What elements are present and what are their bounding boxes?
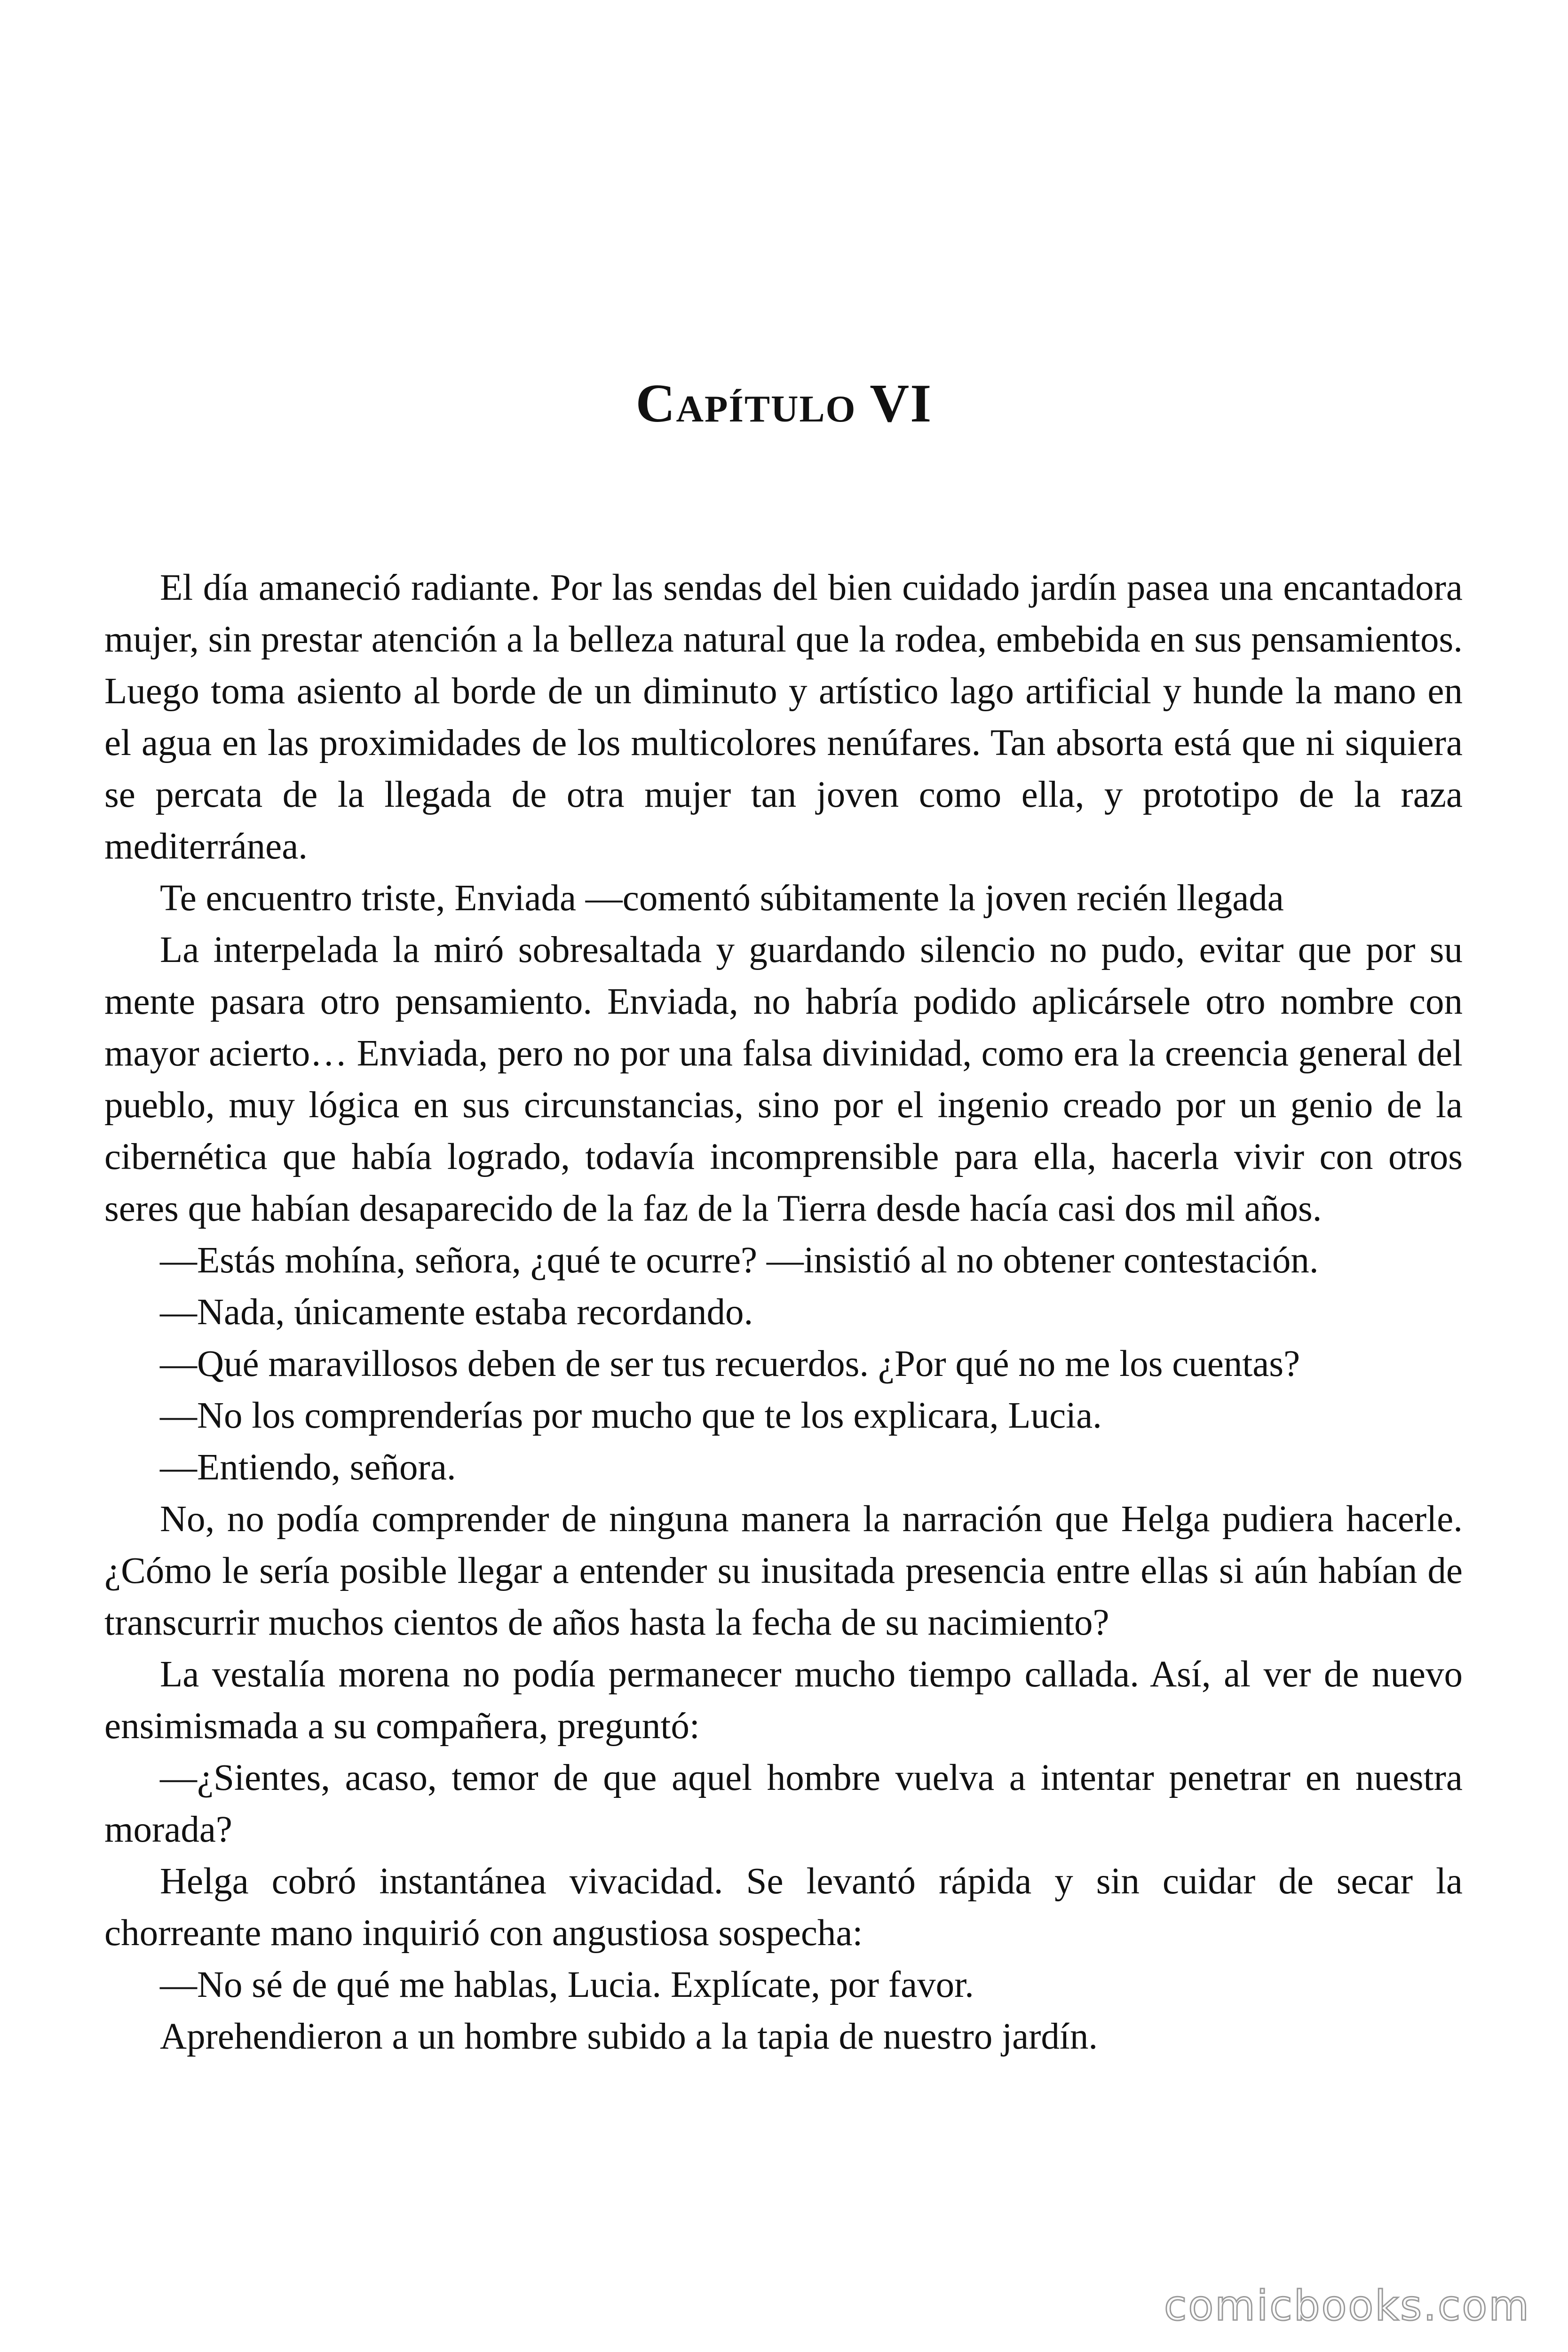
chapter-title: Capítulo VI [635, 373, 933, 434]
paragraph: No, no podía comprender de ninguna manera la narración que Helga pudiera hacerle. ¿Cómo le sería posible llegar a entender su inusitada presencia entre ellas si aún habían de transcurrir muchos cientos de años hasta la fecha de su nacimiento? [104, 1499, 1463, 1643]
dialogue-paragraph: —No sé de qué me hablas, Lucia. Explícate, por favor. [160, 1964, 974, 2005]
paragraph: Te encuentro triste, Enviada —comentó súbitamente la joven recién llegada [160, 878, 1284, 919]
dialogue-paragraph: —¿Sientes, acaso, temor de que aquel hombre vuelva a intentar penetrar en nuestra morada? [104, 1757, 1463, 1850]
dialogue-paragraph: —Entiendo, señora. [160, 1447, 456, 1488]
dialogue-paragraph: —Nada, únicamente estaba recordando. [160, 1292, 753, 1333]
dialogue-paragraph: —Qué maravillosos deben de ser tus recuerdos. ¿Por qué no me los cuentas? [160, 1343, 1300, 1384]
dialogue-paragraph: —No los comprenderías por mucho que te los explicara, Lucia. [160, 1395, 1102, 1436]
paragraph: Aprehendieron a un hombre subido a la tapia de nuestro jardín. [160, 2016, 1098, 2057]
watermark: comicbooks.com [1164, 2281, 1530, 2330]
chapter-body [104, 562, 1463, 2063]
paragraph: El día amaneció radiante. Por las sendas del bien cuidado jardín pasea una encantadora mujer, sin prestar atención a la belleza natural que la rodea, embebida en sus pensamientos. Luego toma asiento al borde de un diminuto y artístico lago artificial y hunde la mano en el agua en las proximidades de los multicolores nenúfares. Tan absorta está que ni siquiera se percata de la llegada de otra mujer tan joven como ella, y prototipo de la raza mediterránea. [104, 567, 1463, 867]
dialogue-paragraph: —Estás mohína, señora, ¿qué te ocurre? —insistió al no obtener contestación. [160, 1240, 1319, 1281]
paragraph: Helga cobró instantánea vivacidad. Se levantó rápida y sin cuidar de secar la chorreante mano inquirió con angustiosa sospecha: [104, 1861, 1463, 1954]
paragraph: La vestalía morena no podía permanecer mucho tiempo callada. Así, al ver de nuevo ensimismada a su compañera, preguntó: [104, 1654, 1463, 1747]
paragraph: La interpelada la miró sobresaltada y guardando silencio no pudo, evitar que por su mente pasara otro pensamiento. Enviada, no habría podido aplicársele otro nombre con mayor acierto… Enviada, pero no por una falsa divinidad, como era la creencia general del pueblo, muy lógica en sus circunstancias, sino por el ingenio creado por un genio de la cibernética que había logrado, todavía incomprensible para ella, hacerla vivir con otros seres que habían desaparecido de la faz de la Tierra desde hacía casi dos mil años. [104, 930, 1463, 1229]
